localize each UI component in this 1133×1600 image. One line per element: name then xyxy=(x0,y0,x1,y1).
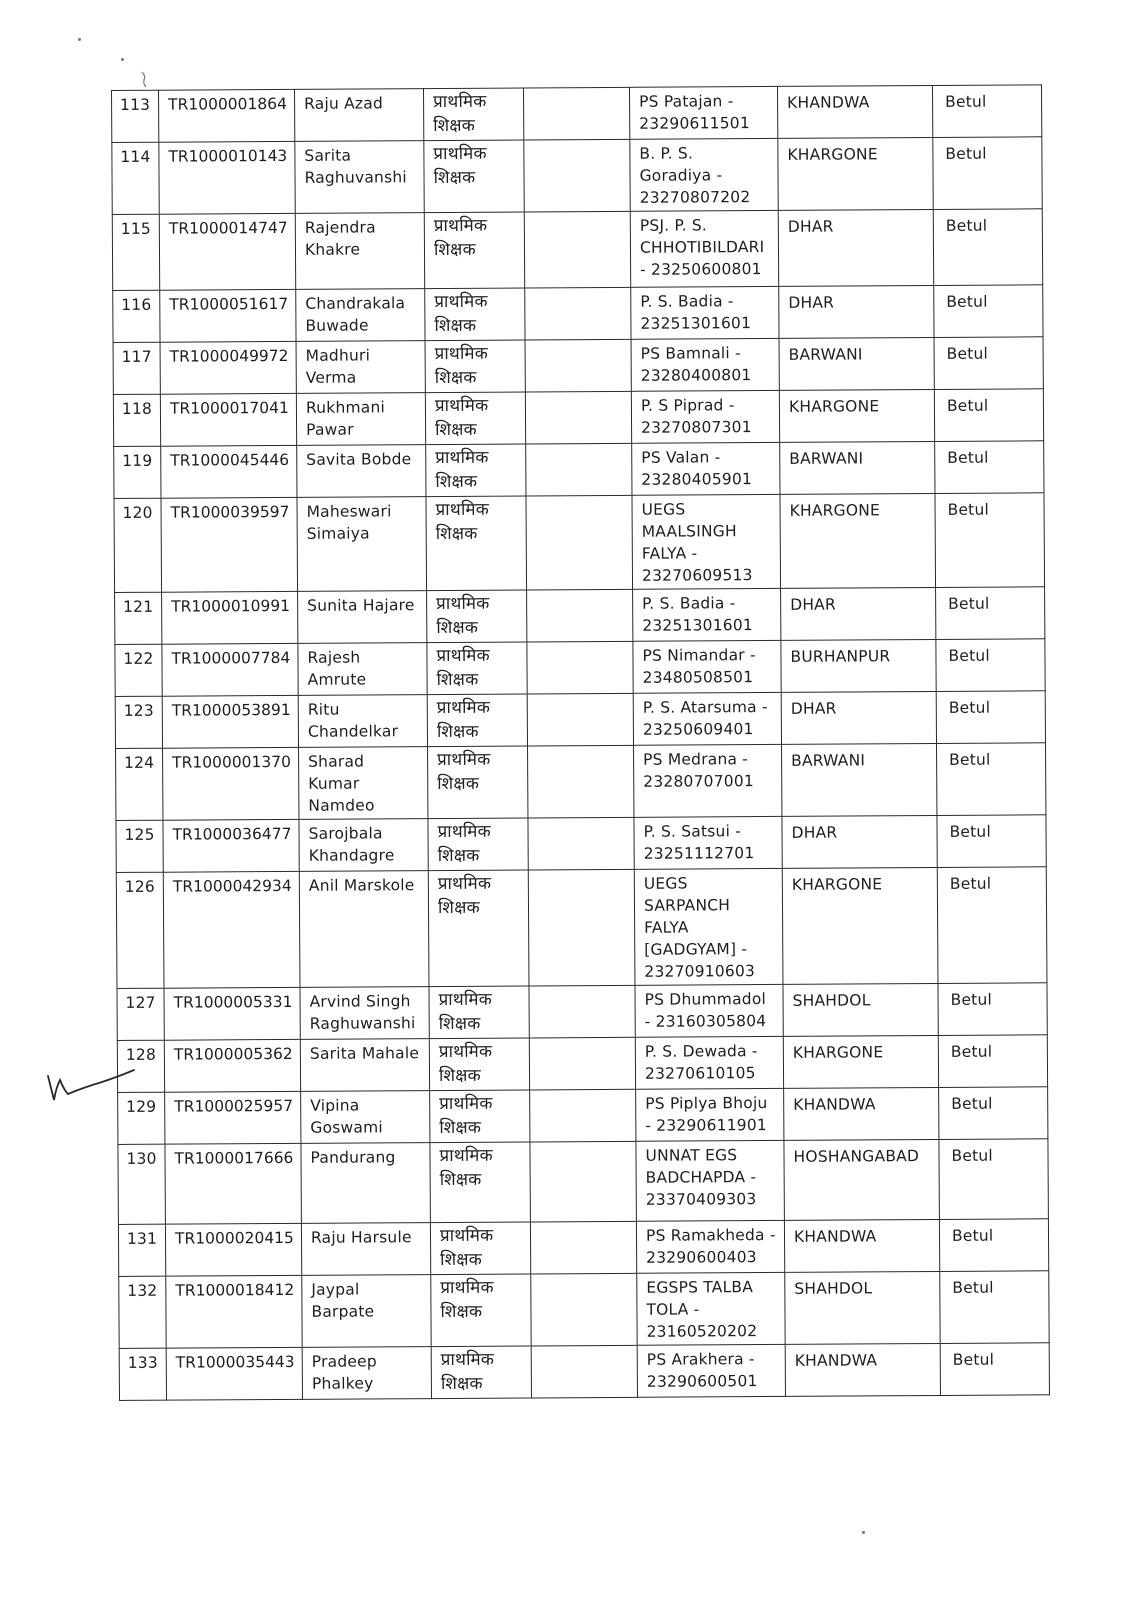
teacher-name-cell: Raju Harsule xyxy=(301,1223,430,1276)
teacher-id-cell: TR1000042934 xyxy=(163,871,300,988)
teacher-name-cell: Sunita Hajare xyxy=(298,591,427,644)
teacher-name-cell: Sarita Raghuvanshi xyxy=(295,141,424,214)
table-row xyxy=(117,983,1047,1041)
teacher-id-cell: TR1000017041 xyxy=(160,393,296,446)
school-cell: P. S. Atarsuma - 23250609401 xyxy=(633,692,781,745)
district-cell: DHAR xyxy=(779,285,934,338)
blank-cell xyxy=(528,869,635,986)
serial-number-cell: 121 xyxy=(115,592,162,644)
teacher-transfer-table xyxy=(111,84,1050,1401)
blank-cell xyxy=(523,87,629,140)
teacher-id-cell: TR1000049972 xyxy=(160,341,296,394)
table-row xyxy=(113,337,1043,395)
post-cell: प्राथमिक शिक्षक xyxy=(425,288,525,341)
post-cell: प्राथमिक शिक्षक xyxy=(428,870,529,987)
teacher-id-cell: TR1000005362 xyxy=(164,1039,300,1092)
scan-speck xyxy=(78,38,81,41)
table-row xyxy=(119,1271,1049,1349)
district-cell: KHARGONE xyxy=(780,493,936,588)
teacher-name-cell: Sarita Mahale xyxy=(300,1039,429,1092)
post-cell: प्राथमिक शिक्षक xyxy=(427,590,527,643)
tick-mark-icon xyxy=(140,70,150,88)
serial-number-cell: 129 xyxy=(118,1092,165,1144)
teacher-name-cell: Ritu Chandelkar xyxy=(298,695,427,748)
district-cell: SHAHDOL xyxy=(783,983,938,1036)
serial-number-cell: 120 xyxy=(114,498,162,592)
blank-cell xyxy=(529,985,635,1038)
school-cell: EGSPS TALBA TOLA - 23160520202 xyxy=(637,1272,785,1345)
district-cell: DHAR xyxy=(781,691,936,744)
destination-district-cell: Betul xyxy=(934,337,1043,390)
serial-number-cell: 132 xyxy=(119,1276,166,1348)
blank-cell xyxy=(530,1221,636,1274)
teacher-id-cell: TR1000020415 xyxy=(165,1223,301,1276)
teacher-name-cell: Rajendra Khakre xyxy=(295,213,424,290)
teacher-id-cell: TR1000010143 xyxy=(159,141,295,214)
district-cell: KHARGONE xyxy=(783,1035,938,1088)
destination-district-cell: Betul xyxy=(936,639,1045,692)
destination-district-cell: Betul xyxy=(939,1139,1048,1220)
destination-district-cell: Betul xyxy=(932,85,1041,138)
teacher-name-cell: Sharad Kumar Namdeo xyxy=(299,747,428,820)
teacher-id-cell: TR1000010991 xyxy=(162,591,298,644)
teacher-name-cell: Rukhmani Pawar xyxy=(296,393,425,446)
school-cell: PS Medrana - 23280707001 xyxy=(634,744,782,817)
post-cell: प्राथमिक शिक्षक xyxy=(427,642,527,695)
destination-district-cell: Betul xyxy=(934,285,1043,338)
blank-cell xyxy=(525,391,631,444)
blank-cell xyxy=(530,1089,636,1142)
destination-district-cell: Betul xyxy=(936,587,1045,640)
table-row xyxy=(118,1219,1048,1277)
district-cell: KHANDWA xyxy=(784,1087,939,1140)
serial-number-cell: 115 xyxy=(112,214,159,290)
serial-number-cell: 124 xyxy=(116,748,163,820)
post-cell: प्राथमिक शिक्षक xyxy=(424,140,524,213)
destination-district-cell: Betul xyxy=(939,1087,1048,1140)
destination-district-cell: Betul xyxy=(935,441,1044,494)
table-row xyxy=(114,493,1045,593)
school-cell: PSJ. P. S. CHHOTIBILDARI - 23250600801 xyxy=(630,210,778,287)
destination-district-cell: Betul xyxy=(933,209,1042,286)
post-cell: प्राथमिक शिक्षक xyxy=(430,1142,530,1223)
school-cell: P. S Piprad - 23270807301 xyxy=(631,390,779,443)
teacher-name-cell: Madhuri Verma xyxy=(296,341,425,394)
destination-district-cell: Betul xyxy=(938,1035,1047,1088)
destination-district-cell: Betul xyxy=(940,1343,1049,1396)
destination-district-cell: Betul xyxy=(936,691,1045,744)
blank-cell xyxy=(528,817,634,870)
district-cell: KHANDWA xyxy=(784,1219,939,1272)
table-row xyxy=(118,1087,1048,1145)
post-cell: प्राथमिक शिक्षक xyxy=(431,1274,531,1347)
district-cell: HOSHANGABAD xyxy=(784,1139,939,1220)
teacher-id-cell: TR1000001370 xyxy=(163,747,299,820)
teacher-id-cell: TR1000039597 xyxy=(161,497,298,592)
post-cell: प्राथमिक शिक्षक xyxy=(430,1222,530,1275)
school-cell: PS Nimandar - 23480508501 xyxy=(633,640,781,693)
district-cell: BARWANI xyxy=(780,441,935,494)
blank-cell xyxy=(531,1273,637,1346)
serial-number-cell: 133 xyxy=(119,1348,166,1400)
table-row xyxy=(113,285,1043,343)
district-cell: SHAHDOL xyxy=(785,1271,940,1344)
blank-cell xyxy=(524,139,630,212)
blank-cell xyxy=(530,1141,636,1222)
teacher-name-cell: Chandrakala Buwade xyxy=(296,289,425,342)
serial-number-cell: 130 xyxy=(118,1144,165,1224)
blank-cell xyxy=(526,495,633,590)
teacher-name-cell: Sarojbala Khandagre xyxy=(299,819,428,872)
school-cell: UEGS SARPANCH FALYA [GADGYAM] - 23270910603 xyxy=(634,868,783,985)
table-row xyxy=(112,137,1042,215)
post-cell: प्राथमिक शिक्षक xyxy=(426,496,527,591)
teacher-name-cell: Anil Marskole xyxy=(299,871,429,988)
school-cell: UNNAT EGS BADCHAPDA - 23370409303 xyxy=(636,1140,784,1221)
blank-cell xyxy=(528,745,634,818)
serial-number-cell: 117 xyxy=(113,342,160,394)
post-cell: प्राथमिक शिक्षक xyxy=(428,746,528,819)
teacher-id-cell: TR1000014747 xyxy=(159,213,295,290)
school-cell: UEGS MAALSINGH FALYA - 23270609513 xyxy=(632,494,781,589)
serial-number-cell: 128 xyxy=(117,1040,164,1092)
school-cell: B. P. S. Goradiya - 23270807202 xyxy=(630,138,778,211)
serial-number-cell: 125 xyxy=(116,820,163,872)
table-row xyxy=(116,743,1046,821)
blank-cell xyxy=(526,443,632,496)
serial-number-cell: 126 xyxy=(116,872,164,988)
table-body xyxy=(112,85,1050,1401)
teacher-id-cell: TR1000025957 xyxy=(165,1091,301,1144)
district-cell: BARWANI xyxy=(782,743,937,816)
table-row xyxy=(117,1035,1047,1093)
post-cell: प्राथमिक शिक्षक xyxy=(425,392,525,445)
serial-number-cell: 118 xyxy=(113,394,160,446)
teacher-id-cell: TR1000045446 xyxy=(161,445,297,498)
teacher-id-cell: TR1000017666 xyxy=(165,1143,301,1224)
table-row xyxy=(118,1139,1048,1225)
teacher-id-cell: TR1000035443 xyxy=(166,1347,302,1400)
blank-cell xyxy=(527,589,633,642)
district-cell: KHARGONE xyxy=(778,137,933,210)
district-cell: KHANDWA xyxy=(777,85,932,138)
destination-district-cell: Betul xyxy=(934,389,1043,442)
serial-number-cell: 114 xyxy=(112,142,159,214)
school-cell: PS Ramakheda - 23290600403 xyxy=(636,1220,784,1273)
teacher-name-cell: Pandurang xyxy=(301,1143,430,1224)
blank-cell xyxy=(527,641,633,694)
school-cell: PS Piplya Bhoju - 23290611901 xyxy=(636,1088,784,1141)
school-cell: PS Dhummadol - 23160305804 xyxy=(635,984,783,1037)
destination-district-cell: Betul xyxy=(935,493,1045,588)
destination-district-cell: Betul xyxy=(937,743,1046,816)
table-row xyxy=(114,441,1044,499)
destination-district-cell: Betul xyxy=(940,1271,1049,1344)
blank-cell xyxy=(525,287,631,340)
serial-number-cell: 119 xyxy=(114,446,161,498)
table-row xyxy=(113,389,1043,447)
table-row xyxy=(116,815,1046,873)
destination-district-cell: Betul xyxy=(939,1219,1048,1272)
teacher-name-cell: Arvind Singh Raghuwanshi xyxy=(300,987,429,1040)
teacher-id-cell: TR1000036477 xyxy=(163,819,299,872)
handwritten-initials xyxy=(42,1058,137,1113)
teacher-id-cell: TR1000053891 xyxy=(162,695,298,748)
teacher-name-cell: Rajesh Amrute xyxy=(298,643,427,696)
table-row xyxy=(112,209,1042,291)
destination-district-cell: Betul xyxy=(938,983,1047,1036)
teacher-name-cell: Pradeep Phalkey xyxy=(302,1347,431,1400)
serial-number-cell: 131 xyxy=(118,1224,165,1276)
teacher-name-cell: Vipina Goswami xyxy=(301,1091,430,1144)
teacher-name-cell: Raju Azad xyxy=(294,89,423,142)
destination-district-cell: Betul xyxy=(937,815,1046,868)
school-cell: PS Arakhera - 23290600501 xyxy=(637,1344,785,1397)
district-cell: BURHANPUR xyxy=(781,639,936,692)
serial-number-cell: 123 xyxy=(115,696,162,748)
teacher-name-cell: Savita Bobde xyxy=(297,445,426,498)
district-cell: KHARGONE xyxy=(782,867,938,984)
destination-district-cell: Betul xyxy=(933,137,1042,210)
blank-cell xyxy=(531,1345,637,1398)
blank-cell xyxy=(525,339,631,392)
post-cell: प्राथमिक शिक्षक xyxy=(425,340,525,393)
table-row xyxy=(119,1343,1049,1401)
district-cell: DHAR xyxy=(782,815,937,868)
serial-number-cell: 127 xyxy=(117,988,164,1040)
school-cell: P. S. Satsui - 23251112701 xyxy=(634,816,782,869)
district-cell: KHANDWA xyxy=(785,1343,940,1396)
table-row xyxy=(115,639,1045,697)
table-row xyxy=(115,691,1045,749)
school-cell: PS Bamnali - 23280400801 xyxy=(631,338,779,391)
serial-number-cell: 122 xyxy=(115,644,162,696)
school-cell: PS Patajan - 23290611501 xyxy=(629,86,777,139)
blank-cell xyxy=(529,1037,635,1090)
serial-number-cell: 113 xyxy=(112,90,159,142)
post-cell: प्राथमिक शिक्षक xyxy=(427,694,527,747)
post-cell: प्राथमिक शिक्षक xyxy=(431,1346,531,1399)
post-cell: प्राथमिक शिक्षक xyxy=(430,1090,530,1143)
school-cell: P. S. Dewada - 23270610105 xyxy=(635,1036,783,1089)
post-cell: प्राथमिक शिक्षक xyxy=(429,986,529,1039)
school-cell: P. S. Badia - 23251301601 xyxy=(633,588,781,641)
table-row xyxy=(115,587,1045,645)
table-row xyxy=(112,85,1042,143)
post-cell: प्राथमिक शिक्षक xyxy=(426,444,526,497)
table-row xyxy=(116,867,1047,989)
blank-cell xyxy=(524,211,630,288)
scan-speck xyxy=(121,58,124,61)
post-cell: प्राथमिक शिक्षक xyxy=(428,818,528,871)
post-cell: प्राथमिक शिक्षक xyxy=(429,1038,529,1091)
scan-speck xyxy=(862,1531,865,1534)
blank-cell xyxy=(527,693,633,746)
teacher-name-cell: Maheswari Simaiya xyxy=(297,497,427,592)
post-cell: प्राथमिक शिक्षक xyxy=(423,88,523,141)
teacher-name-cell: Jaypal Barpate xyxy=(302,1275,431,1348)
teacher-id-cell: TR1000007784 xyxy=(162,643,298,696)
post-cell: प्राथमिक शिक्षक xyxy=(424,212,524,289)
school-cell: P. S. Badia - 23251301601 xyxy=(631,286,779,339)
teacher-id-cell: TR1000005331 xyxy=(164,987,300,1040)
destination-district-cell: Betul xyxy=(937,867,1047,984)
teacher-id-cell: TR1000051617 xyxy=(160,289,296,342)
district-cell: DHAR xyxy=(781,587,936,640)
teacher-id-cell: TR1000001864 xyxy=(159,89,295,142)
district-cell: BARWANI xyxy=(779,337,934,390)
district-cell: DHAR xyxy=(778,209,933,286)
teacher-id-cell: TR1000018412 xyxy=(166,1275,302,1348)
district-cell: KHARGONE xyxy=(779,389,934,442)
school-cell: PS Valan - 23280405901 xyxy=(632,442,780,495)
serial-number-cell: 116 xyxy=(113,290,160,342)
